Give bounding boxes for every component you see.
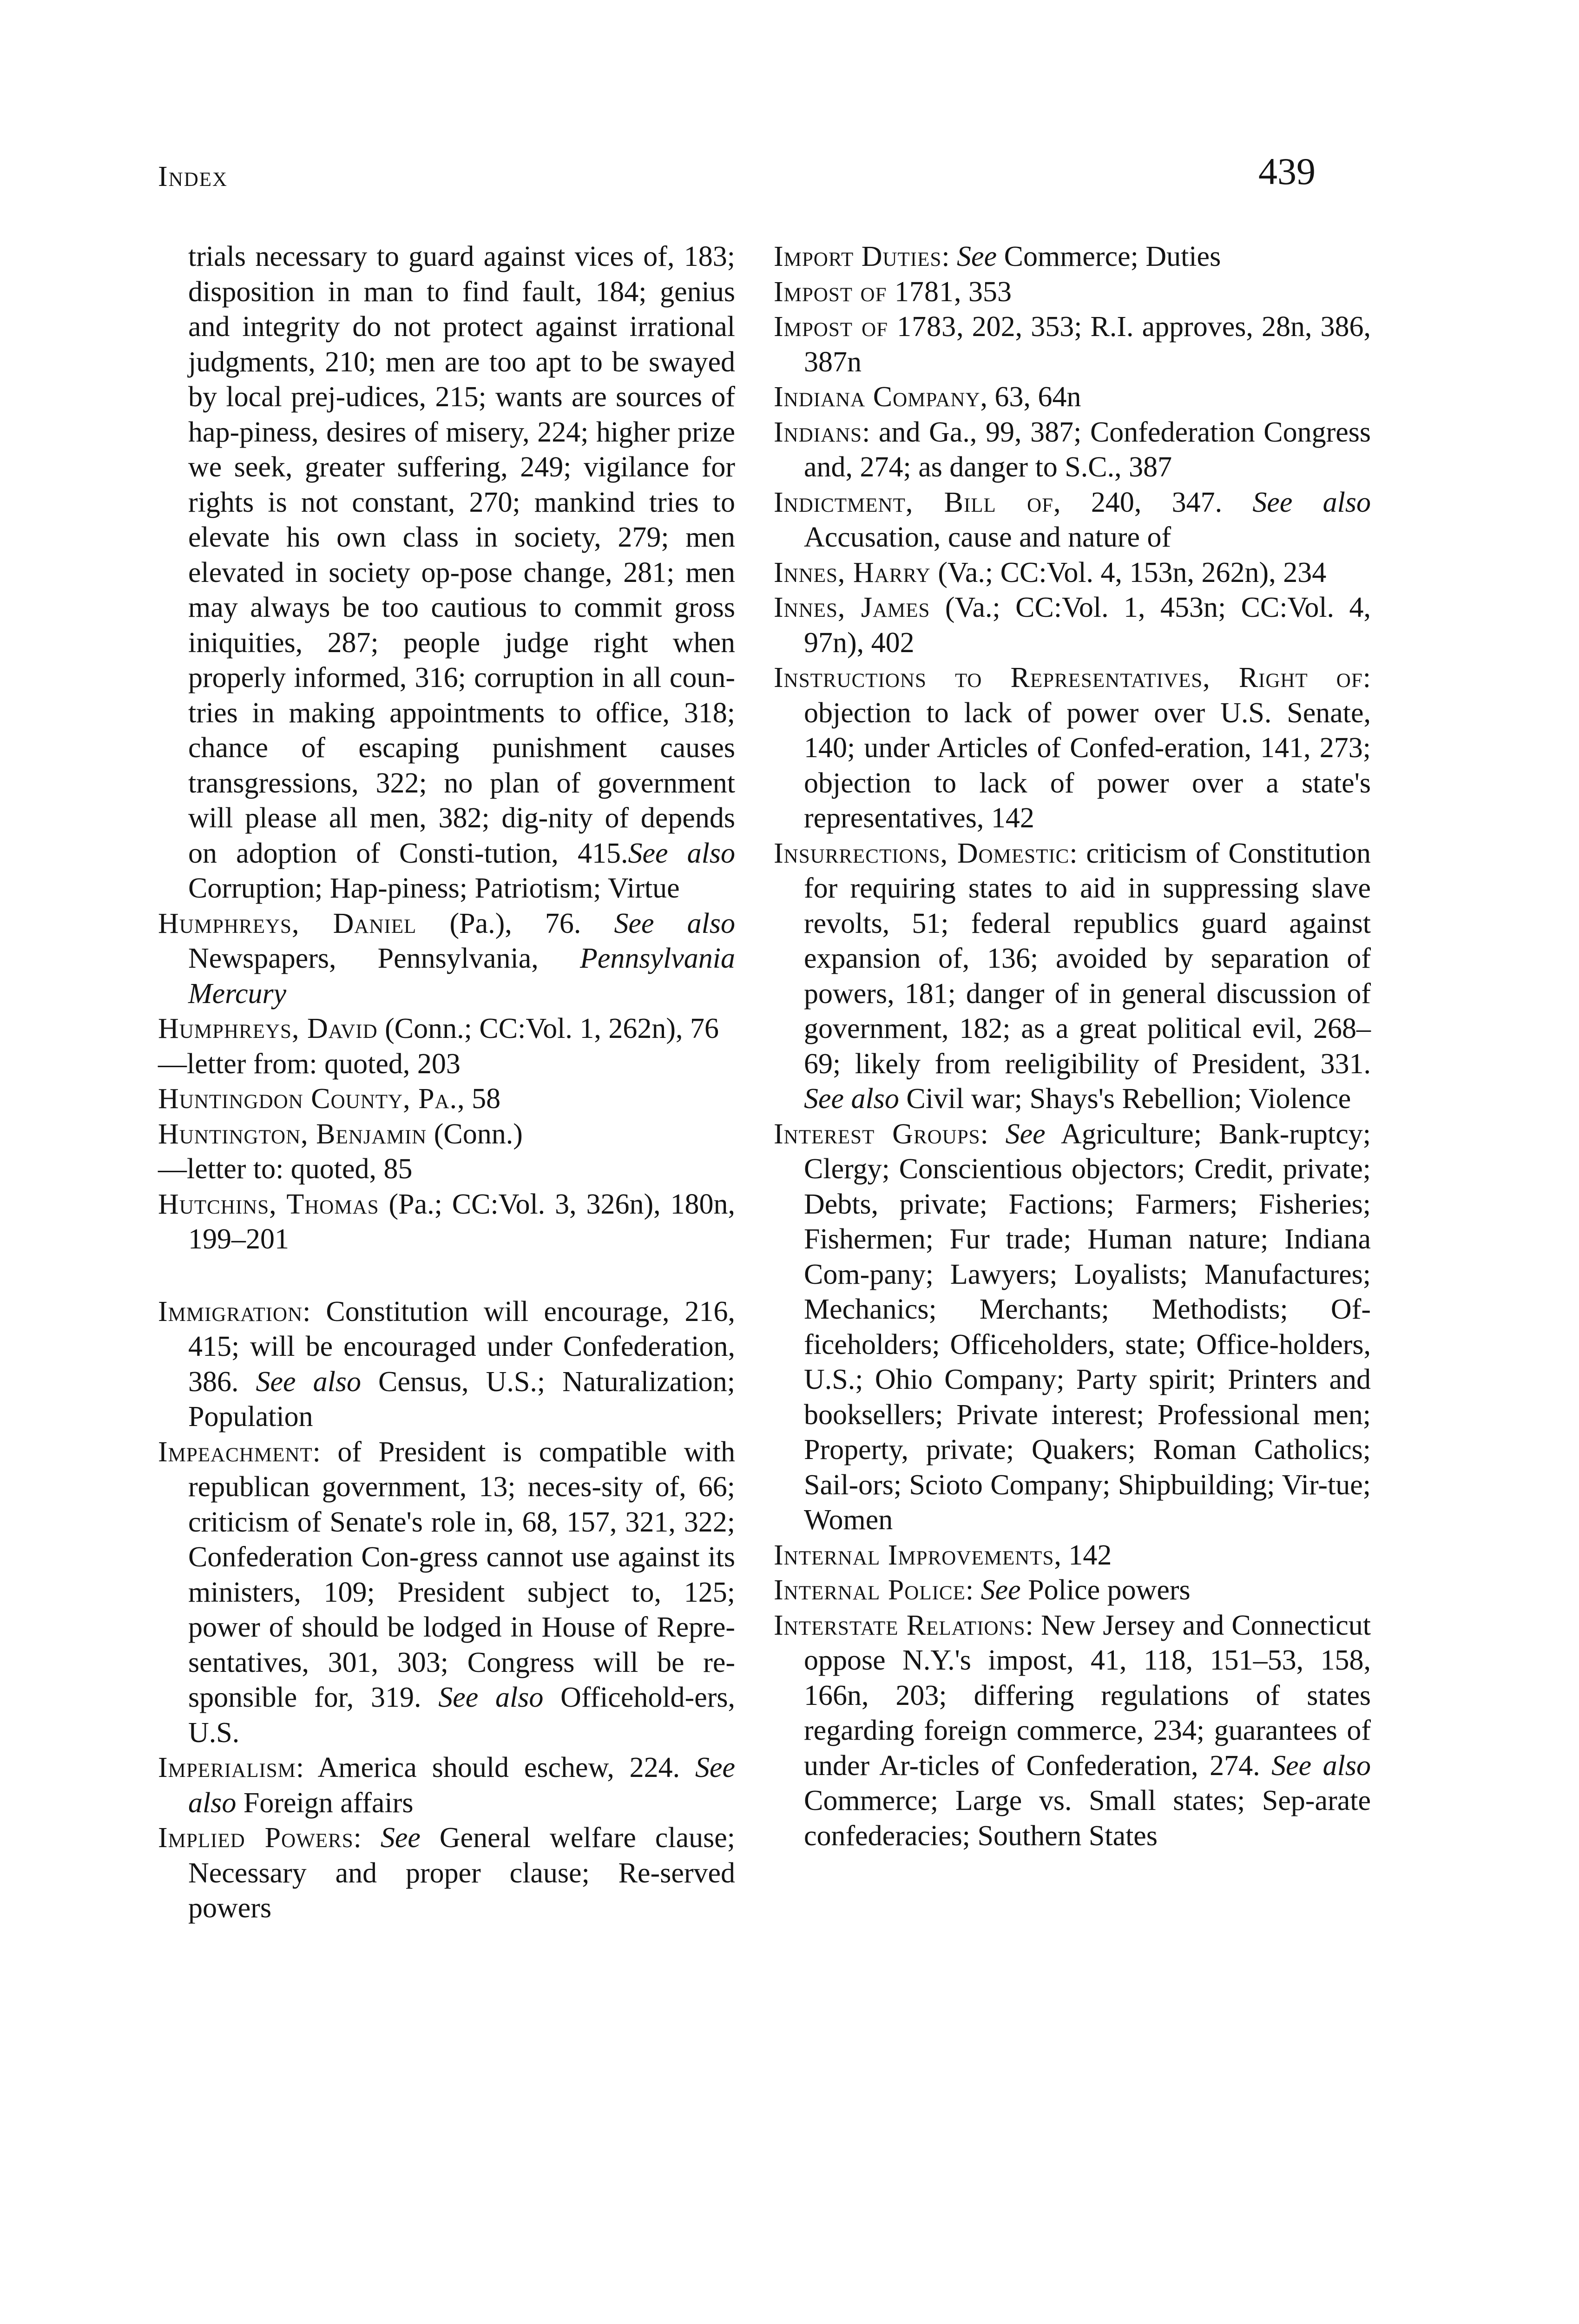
entry-headword: Interstate Relations: [774, 1609, 1026, 1641]
entry-headword: Internal Police: [774, 1574, 966, 1606]
see-also-reference: See: [957, 241, 997, 272]
entry-headword: Impeachment: [158, 1436, 313, 1468]
entry-headword: Import Duties: [774, 241, 942, 272]
entry-text: : Constitution will encourage, 216, 415; will be encouraged under Confederation, 386.: [188, 1295, 735, 1398]
index-continuation: [158, 239, 735, 906]
entry-headword: Innes, Harry: [774, 556, 931, 588]
index-entry: [774, 836, 1371, 1117]
entry-headword: Indictment, Bill of: [774, 486, 1054, 518]
entry-italic-title: Pennsylvania Mercury: [188, 943, 735, 1010]
entry-crossref: Agriculture; Bank-ruptcy; Clergy; Conscientious objectors; Credit, private; Debts, private; Factions; Farmers; Fisheries; Fishermen; Fur trade; Human nature; Indiana Com-pany; Lawyers; Loyalists; Manufactures; Mechanics; Merchants; Methodists; Of-ficeholders; Officeholders, state; Office-holders, U.S.; Ohio Company; Party spirit; Printers and booksellers; Private interest; Professional men; Property, private; Quakers; Roman Catholics; Sail-ors; Scioto Company; Shipbuilding; Vir-tue; Women: [804, 1118, 1371, 1536]
entry-headword: Huntingdon County, Pa.: [158, 1083, 458, 1115]
entry-headword: Humphreys, Daniel: [158, 907, 417, 939]
index-entry: [158, 1435, 735, 1751]
entry-crossref: Officehold-ers, U.S.: [188, 1682, 736, 1749]
index-entry: [774, 660, 1371, 836]
index-entry: [774, 1117, 1371, 1538]
see-also-reference: See: [980, 1574, 1021, 1606]
entry-crossref: Corruption; Hap-piness; Patriotism; Virtue: [188, 872, 680, 904]
entry-text: : criticism of Constitution for requiring states to aid in suppressing slave revolts, 51; federal republics guard against expansion of, 136; avoided by separation of powers, 181; danger of in general discussion of government, 182; as a great political evil, 268–69; likely from reeligibility of President, 331.: [804, 837, 1371, 1080]
entry-headword: Imperialism: [158, 1752, 296, 1783]
entry-headword: Immigration: [158, 1295, 303, 1327]
entry-crossref: Newspapers, Pennsylvania,: [188, 943, 580, 974]
entry-text: (Va.; CC:Vol. 1, 453n; CC:Vol. 4, 97n), 402: [804, 592, 1371, 659]
entry-text: (Va.; CC:Vol. 4, 153n, 262n), 234: [930, 556, 1327, 588]
entry-text: :: [965, 1574, 981, 1606]
index-entry: [158, 1821, 735, 1926]
index-entry: [774, 380, 1371, 415]
see-also-reference: See also: [804, 1083, 899, 1115]
entry-headword: Interest Groups: [774, 1118, 980, 1150]
entry-text: , 142: [1054, 1539, 1112, 1571]
entry-headword: Insurrections, Domestic: [774, 837, 1070, 869]
index-subentry: [158, 1152, 735, 1187]
see-also-reference: See: [380, 1822, 421, 1854]
entry-headword: Hutchins, Thomas: [158, 1188, 379, 1220]
see-also-reference: See also: [628, 837, 736, 869]
page-number: 439: [1258, 150, 1316, 192]
index-entry: [158, 1082, 735, 1117]
entry-text: :: [353, 1822, 381, 1854]
see-also-reference: See also: [256, 1366, 361, 1398]
index-entry: [774, 1538, 1371, 1573]
entry-text: , 58: [457, 1083, 501, 1115]
entry-headword: Instructions to Representatives, Right of: [774, 662, 1363, 693]
left-column: [158, 239, 735, 1926]
entry-text: (Pa.; CC:Vol. 3, 326n), 180n, 199–201: [188, 1188, 735, 1255]
index-entry: [158, 1750, 735, 1821]
see-also-reference: See also: [438, 1682, 544, 1713]
entry-text: , 353: [954, 276, 1012, 308]
entry-headword: Innes, James: [774, 592, 930, 623]
entry-headword: Impost of 1781: [774, 276, 954, 308]
entry-headword: Indians: [774, 416, 862, 448]
index-entry: [774, 555, 1371, 591]
entry-text: :: [980, 1118, 1006, 1150]
see-also-reference: See also: [1252, 486, 1371, 518]
entry-text: trials necessary to guard against vices of, 183; disposition in man to find fault, 184; genius and integrity do not protect against irrational judgments, 210; men are too apt to be swayed by local prej-udices, 215; wants are sources of hap-piness, desires of misery, 224; higher prize we seek, greater suffering, 249; vigilance for rights is not constant, 270; mankind tries to elevate his own class in society, 279; men elevated in society op-pose change, 281; men may always be too cautious to commit gross iniquities, 287; people judge right when properly informed, 316; corruption in all coun-tries in making appointments to office, 318; chance of escaping punishment causes transgressions, 322; no plan of government will please all men, 382; dig-nity of depends on adoption of Consti-tution, 415.: [188, 241, 735, 869]
index-entry: [774, 1573, 1371, 1608]
index-entry: [774, 590, 1371, 660]
index-entry: [158, 906, 735, 1012]
right-column: [774, 239, 1371, 1854]
entry-text: , 202, 353; R.I. approves, 28n, 386, 387n: [804, 311, 1371, 378]
see-also-reference: See also: [188, 1752, 735, 1819]
index-entry: [158, 1294, 735, 1435]
entry-crossref: Commerce; Duties: [997, 241, 1221, 272]
entry-crossref: General welfare clause; Necessary and proper clause; Re-served powers: [188, 1822, 735, 1924]
entry-crossref: Census, U.S.; Naturalization; Population: [188, 1366, 735, 1433]
running-head: Index: [158, 161, 228, 192]
index-entry: [158, 1187, 735, 1257]
entry-text: —letter from: quoted, 203: [158, 1048, 461, 1080]
entry-text: : of President is compatible with republican government, 13; neces-sity of, 66; criticism of Senate's role in, 68, 157, 321, 322; Confederation Con-gress cannot use against its ministers, 109; President subject to, 125; power of should be lodged in House of Repre-sentatives, 301, 303; Congress will be re-sponsible for, 319.: [188, 1436, 735, 1713]
entry-crossref: Civil war; Shays's Rebellion; Violence: [899, 1083, 1351, 1115]
entry-text: : America should eschew, 224.: [296, 1752, 695, 1783]
entry-headword: Indiana Company: [774, 381, 980, 413]
entry-text: :: [941, 241, 957, 272]
see-also-reference: See also: [614, 907, 735, 939]
entry-text: : New Jersey and Connecticut oppose N.Y.'s impost, 41, 118, 151–53, 158, 166n, 203; differing regulations of states regarding foreign commerce, 234; guarantees of under Ar-ticles of Confederation, 274.: [804, 1609, 1371, 1782]
entry-text: : and Ga., 99, 387; Confederation Congress and, 274; as danger to S.C., 387: [804, 416, 1371, 483]
entry-crossref: Accusation, cause and nature of: [804, 522, 1171, 553]
index-entry: [774, 1608, 1371, 1854]
index-entry: [774, 275, 1371, 310]
index-entry: [774, 310, 1371, 380]
entry-text: , 240, 347.: [1053, 486, 1253, 518]
entry-text: , 63, 64n: [980, 381, 1081, 413]
index-entry: [158, 1117, 735, 1152]
entry-text: (Pa.), 76.: [416, 907, 614, 939]
entry-headword: Huntington, Benjamin: [158, 1118, 427, 1150]
entry-text: (Conn.; CC:Vol. 1, 262n), 76: [377, 1013, 719, 1044]
entry-text: : objection to lack of power over U.S. Senate, 140; under Articles of Confed-eration, 141, 273; objection to lack of power over a state's representatives, 142: [804, 662, 1371, 834]
index-entry: [774, 239, 1371, 275]
entry-text: (Conn.): [427, 1118, 523, 1150]
entry-crossref: Police powers: [1020, 1574, 1191, 1606]
index-entry: [158, 1011, 735, 1047]
entry-headword: Impost of 1783: [774, 311, 957, 343]
see-also-reference: See also: [1271, 1750, 1371, 1782]
entry-crossref: Commerce; Large vs. Small states; Sep-arate confederacies; Southern States: [804, 1785, 1371, 1852]
index-entry: [774, 415, 1371, 485]
entry-crossref: Foreign affairs: [236, 1787, 414, 1819]
index-subentry: [158, 1047, 735, 1082]
entry-headword: Implied Powers: [158, 1822, 354, 1854]
entry-text: —letter to: quoted, 85: [158, 1153, 413, 1185]
section-gap: [158, 1257, 735, 1294]
see-also-reference: See: [1005, 1118, 1046, 1150]
index-entry: [774, 485, 1371, 555]
entry-headword: Internal Improvements: [774, 1539, 1054, 1571]
entry-headword: Humphreys, David: [158, 1013, 378, 1044]
